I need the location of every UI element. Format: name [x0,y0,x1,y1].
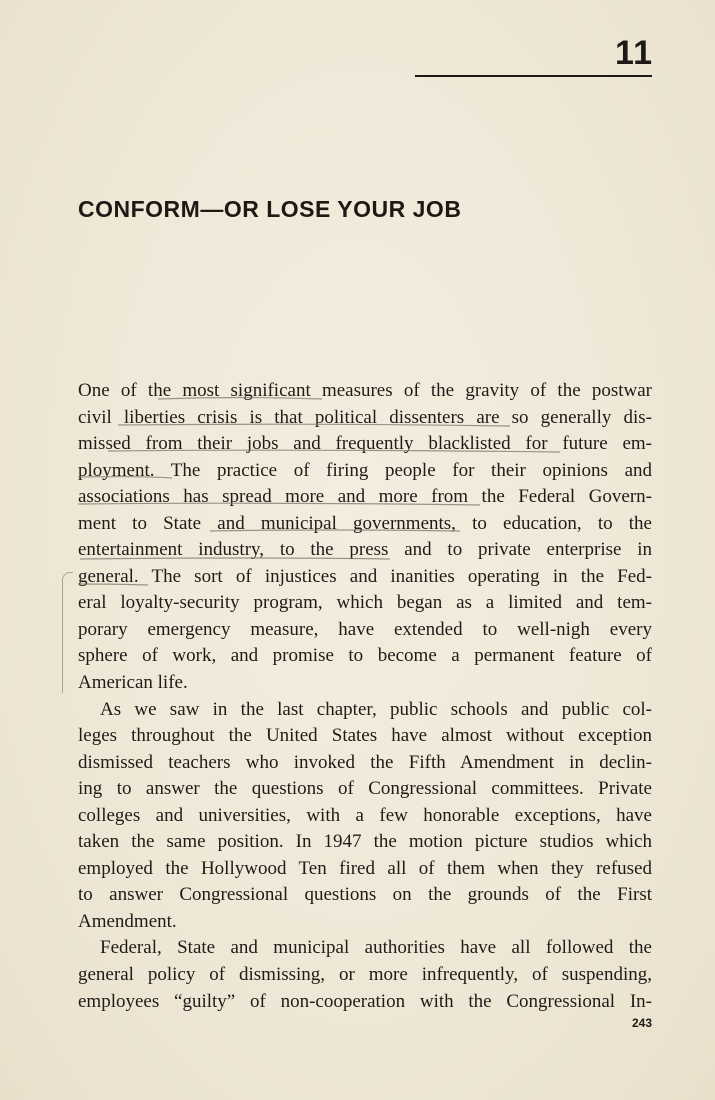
text-line: employed the Hollywood Ten fired all of them when they refused [78,857,652,879]
body-text [78,378,652,1015]
text-line: As we saw in the last chapter, public schools and public col- [100,698,652,720]
text-line: general policy of dismissing, or more infrequently, of suspending, [78,964,652,986]
text-line: civil liberties crisis is that political dissenters are so generally dis- [78,406,652,428]
text-line: entertainment industry, to the press and to private enterprise in [78,539,652,561]
text-line: taken the same position. In 1947 the motion picture studios which [78,831,652,853]
margin-bracket-mark [62,572,73,693]
text-line: to answer Congressional questions on the grounds of the First [78,884,652,906]
text-line: general. The sort of injustices and inanities operating in the Fed- [78,565,652,587]
text-line: American life. [78,672,188,694]
text-line: ing to answer the questions of Congressional committees. Private [78,778,652,800]
text-line: leges throughout the United States have almost without exception [78,725,652,747]
text-line: Amendment. [78,910,177,932]
chapter-number: 11 [615,34,653,72]
page-number: 243 [631,1016,652,1030]
text-line: colleges and universities, with a few honorable exceptions, have [78,804,652,826]
text-line: dismissed teachers who invoked the Fifth Amendment in declin- [78,751,652,773]
chapter-title: CONFORM—OR LOSE YOUR JOB [78,196,462,222]
text-line: ment to State and municipal governments, to education, to the [78,512,652,534]
chapter-rule [415,75,652,77]
text-line: porary emergency measure, have extended to well-nigh every [78,618,652,640]
text-line: employees “guilty” of non-cooperation with the Congressional In- [78,990,652,1012]
text-line: associations has spread more and more from the Federal Govern- [78,486,652,508]
text-line: missed from their jobs and frequently blacklisted for future em- [78,433,652,455]
text-line: ployment. The practice of firing people for their opinions and [78,459,652,481]
text-line: sphere of work, and promise to become a permanent feature of [78,645,652,667]
text-line: One of the most significant measures of the gravity of the postwar [78,380,652,401]
text-line: Federal, State and municipal authorities have all followed the [100,937,652,959]
text-line: eral loyalty-security program, which began as a limited and tem- [78,592,652,614]
